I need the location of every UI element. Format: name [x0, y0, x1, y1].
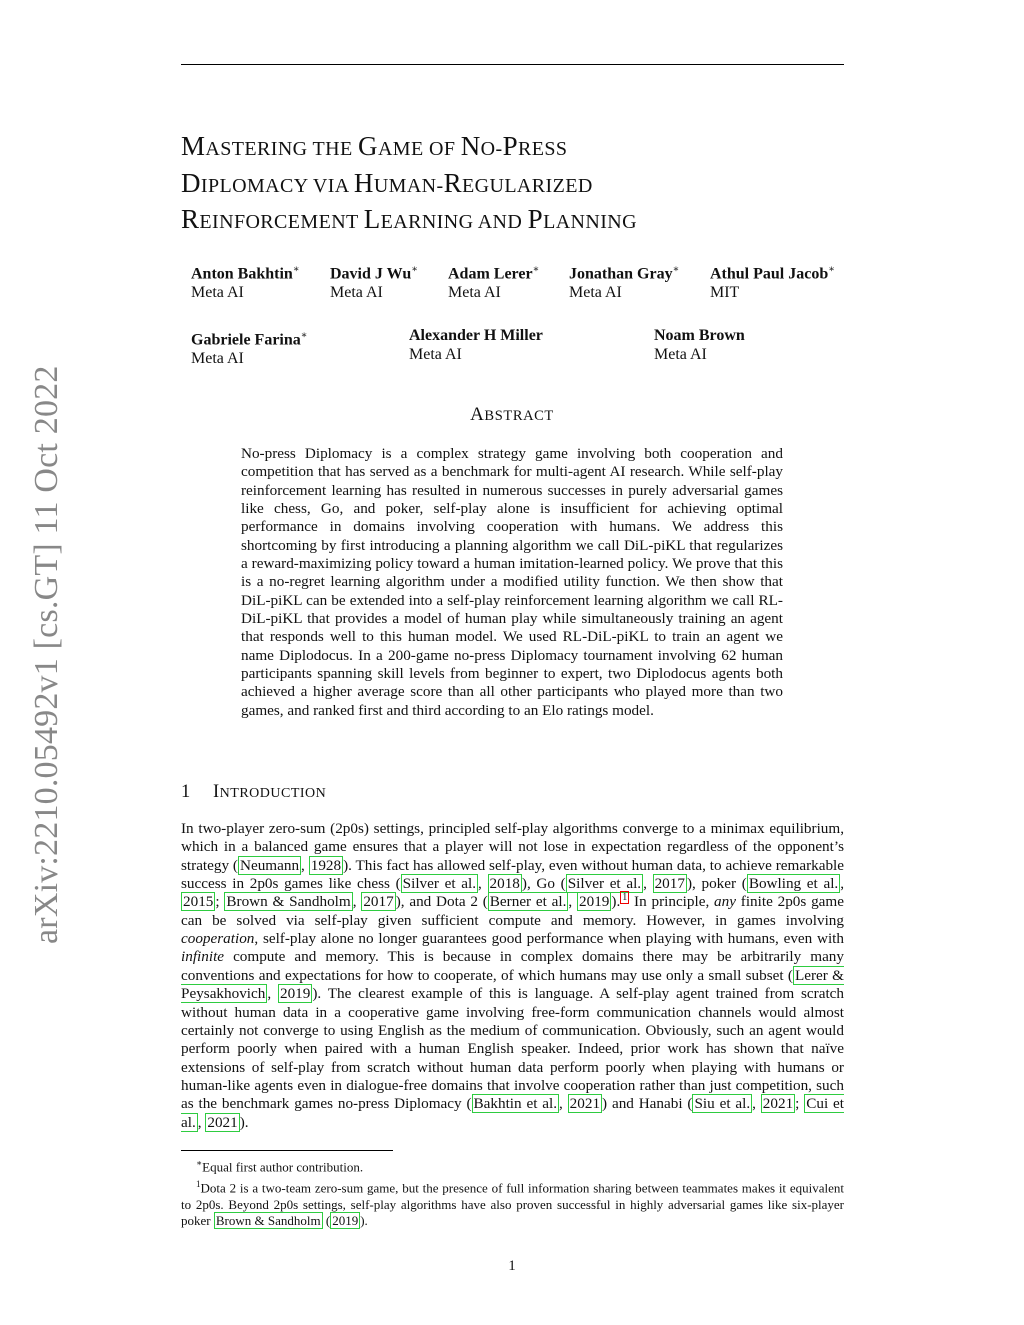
title-line-1: MASTERING THE GAME OF NO-PRESS	[181, 131, 568, 161]
author-brown: Noam Brown Meta AI	[654, 327, 745, 363]
citation-brown-sandholm[interactable]: Brown & Sandholm	[226, 893, 351, 911]
citation-cui-year[interactable]: 2021	[207, 1113, 238, 1131]
introduction-paragraph: In two-player zero-sum (2p0s) settings, principled self-play algorithms converge to a minimax equilibrium, which in a balanced game ensures that a player will not lose in expectation regardless of the opponent’s strategy ( Neumann , 1928 ). This fact has allowed self-play, even without human data, to achieve remarkable success in 2p0s games like chess ( Silver et al. , 2018 ), Go ( Silver et al. , 2017 ), poker ( Bowling et al. , 2015 ; Brown & Sandholm , 2017 ), and Dota 2 ( Berner et al. , 2019 ). $^1$ In principle, any finite 2p0s game can be solved via self-play given sufficient compute and memory. However, in games involving cooperation, self-play alone no longer guarantees good performance when playing with humans, even with infinite compute and memory. This is because in complex domains there may be arbitrarily many conventions and expectations for how to cooperate, of which humans may use only a small subset ( Lerer & Peysakhovich , 2019 ). The clearest example of this is language. A self-play agent trained from scratch without human data in a cooperative game involving free-form communication channels would almost certainly not converge to using English as the medium of communication. Obviously, such an agent would perform poorly when paired with a human English speaker. Indeed, prior work has shown that naïve extensions of self-play from scratch without human data perform poorly when playing with humans or human-like agents even in dialogue-free domains that involve cooperation rather than just competition, such as the benchmark games no-press Diplomacy ( Bakhtin et al. , 2021 ) and Hanabi ( Siu et al. , 2021 ; Cui et al. , 2021 ).	[181, 820, 845, 1131]
citation-silver-2018-year[interactable]: 2018	[489, 875, 520, 893]
title-line-3: REINFORCEMENT LEARNING AND PLANNING	[181, 204, 637, 234]
citation-siu[interactable]: Siu et al.	[694, 1095, 751, 1113]
author-jacob: Athul Paul Jacob∗ MIT	[710, 264, 836, 302]
footnote-equal-contribution: ∗Equal first author contribution.	[196, 1158, 364, 1175]
citation-berner-year[interactable]: 2019	[579, 893, 610, 911]
citation-siu-year[interactable]: 2021	[762, 1095, 794, 1113]
citation-lerer-year[interactable]: 2019	[279, 985, 311, 1003]
citation-silver-2017-year[interactable]: 2017	[654, 875, 685, 893]
citation-neumann[interactable]: Neumann	[240, 856, 300, 874]
author-miller: Alexander H Miller Meta AI	[409, 327, 543, 363]
abstract-text: No-press Diplomacy is a complex strategy game involving both cooperation and competition that has served as a benchmark for multi-agent AI research. While self-play reinforcement learning has resulted in numerous successes in purely adversarial games like chess, Go, and poker, self-play alone is insufficient for achieving optimal performance in domains involving cooperation with humans. We address this shortcoming by first introducing a planning algorithm we call DiL-piKL that regularizes a reward-maximizing policy toward a human imitation-learned policy. We prove that this is a no-regret learning algorithm under a modified utility function. We then show that DiL-piKL can be extended into a self-play reinforcement learning algorithm we call RL-DiL-piKL that provides a model of human play while simultaneously training an agent that responds well to this human model. We used RL-DiL-piKL to train an agent we name Diplodocus. In a 200-game no-press Diplomacy tournament involving 62 human participants spanning skill levels from beginner to expert, two Diplodocus agents both achieved a higher average score than all other participants who played more than two games, and ranked first and third according to an Elo ratings model.	[241, 445, 783, 719]
footnote-citation-year[interactable]: 2019	[332, 1213, 359, 1229]
citation-neumann-year[interactable]: 1928	[310, 856, 342, 874]
author-wu: David J Wu∗ Meta AI	[330, 264, 419, 302]
top-rule	[181, 64, 844, 65]
citation-brown-sandholm-year[interactable]: 2017	[363, 893, 394, 911]
citation-bakhtin[interactable]: Bakhtin et al.	[473, 1095, 558, 1113]
footnote-1: $^1$Dota 2 is a two-team zero-sum game, but the presence of full information sharing between teammates makes it equivalent to 2p0s. Beyond 2p0s settings, self-play algorithms have also proven successful in highly adversarial games like six-player poker Brown & Sandholm ( 2019 ).	[181, 1178, 844, 1229]
footnotes	[181, 1155, 844, 1230]
footnote-ref-1[interactable]: 1	[622, 892, 628, 904]
footnote-rule	[181, 1150, 393, 1151]
title-line-2: DIPLOMACY VIA HUMAN-REGULARIZED	[181, 167, 593, 198]
author-gray: Jonathan Gray∗ Meta AI	[569, 264, 680, 302]
arxiv-identifier[interactable]: arXiv:2210.05492v1 [cs.GT] 11 Oct 2022	[28, 365, 65, 944]
abstract-heading: ABSTRACT	[470, 404, 554, 425]
citation-silver-2018[interactable]: Silver et al.	[402, 875, 477, 893]
author-lerer: Adam Lerer∗ Meta AI	[448, 264, 540, 302]
author-farina: Gabriele Farina∗ Meta AI	[191, 330, 308, 368]
footnote-citation-brown-sandholm[interactable]: Brown & Sandholm	[215, 1213, 321, 1229]
citation-bakhtin-year[interactable]: 2021	[569, 1095, 601, 1113]
citation-lerer[interactable]: Lerer & Peysakhovich	[181, 966, 844, 1003]
citation-bowling-year[interactable]: 2015	[183, 893, 214, 911]
citation-silver-2017[interactable]: Silver et al.	[567, 875, 642, 893]
citation-bowling[interactable]: Bowling et al.	[748, 875, 839, 893]
paper-title	[181, 130, 844, 240]
citation-cui[interactable]: Cui et al.	[181, 1095, 844, 1131]
author-bakhtin: Anton Bakhtin∗ Meta AI	[191, 264, 300, 302]
page-number: 1	[508, 1258, 516, 1274]
section-heading: 1 INTRODUCTION	[181, 782, 327, 802]
citation-berner[interactable]: Berner et al.	[489, 893, 567, 911]
